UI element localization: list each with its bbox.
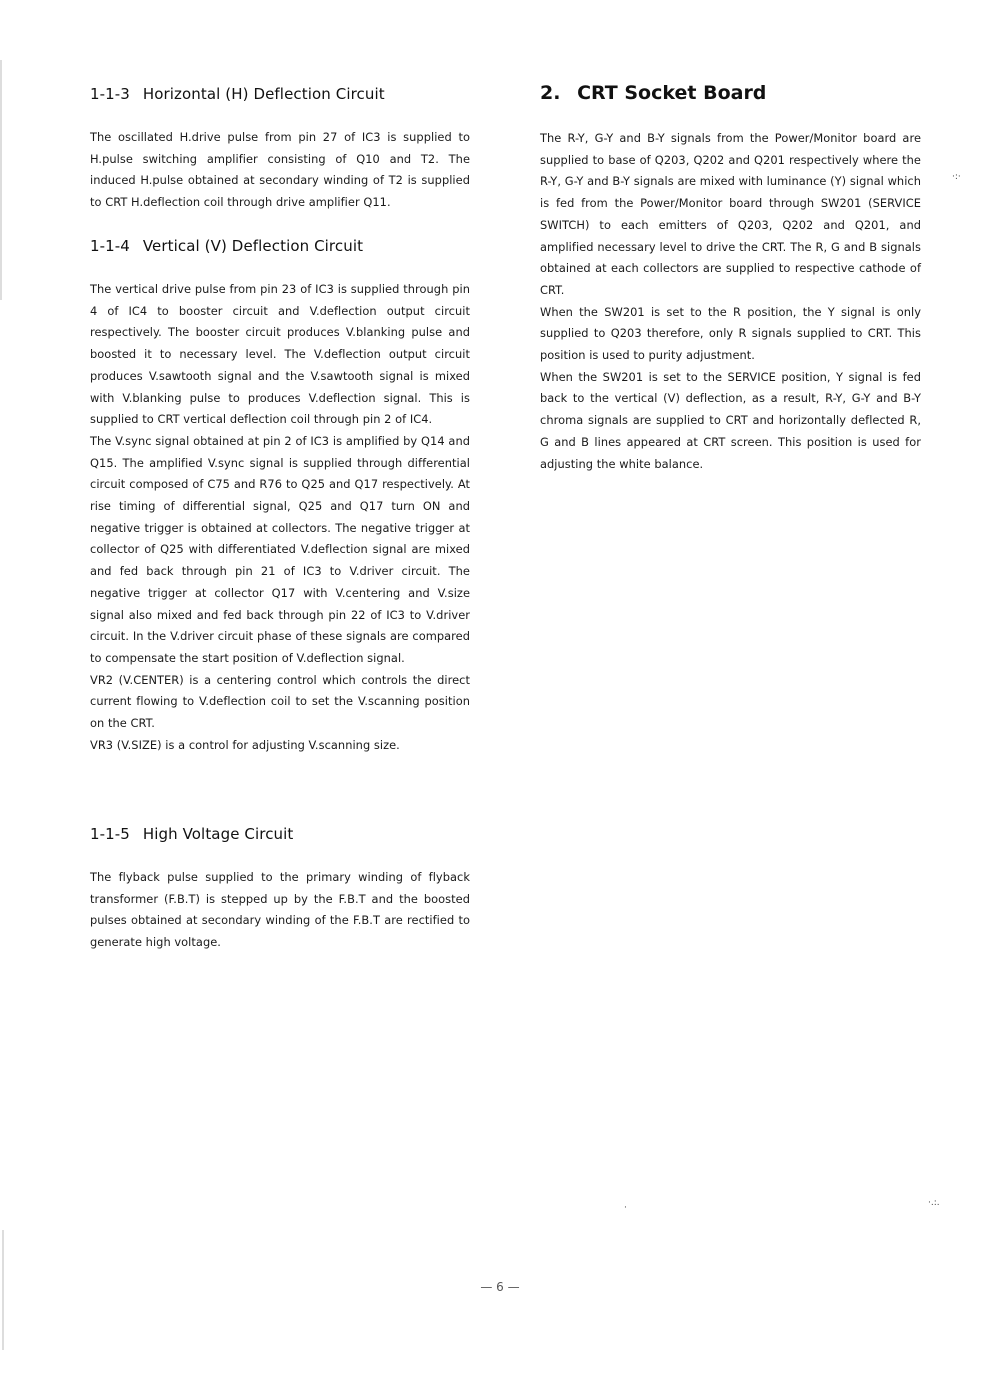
- paragraph: The vertical drive pulse from pin 23 of IC3 is supplied through pin 4 of IC4 to booster circuit and V.deflection output circuit respectively. The booster circuit produces V.blanking pulse and boosted it to necessary level. The V.deflection output circuit produces V.sawtooth signal and the V.sawtooth signal is mixed with V.blanking pulse to produces V.deflection signal. This is supplied to CRT vertical deflection coil through pin 2 of IC4.: [90, 282, 470, 427]
- paragraph: When the SW201 is set to the SERVICE position, Y signal is fed back to the vertical (V) deflection, as a result, R-Y, G-Y and B-Y chroma signals are supplied to CRT and horizontally deflected R, G and B lines appeared at CRT screen. This position is used for adjusting the white balance.: [540, 369, 921, 471]
- chapter-number: 2.: [540, 82, 561, 104]
- section-number: 1-1-5: [90, 825, 130, 843]
- section-heading: [90, 85, 470, 103]
- chapter-title: CRT Socket Board: [577, 82, 767, 104]
- scan-edge-mark: [2, 1230, 4, 1350]
- paragraph: The oscillated H.drive pulse from pin 27 of IC3 is supplied to H.pulse switching amplifier consisting of Q10 and T2. The induced H.pulse obtained at secondary winding of T2 is supplied to CRT H.deflection coil through drive amplifier Q11.: [90, 130, 470, 210]
- paragraph: The R-Y, G-Y and B-Y signals from the Power/Monitor board are supplied to base of Q203, Q202 and Q201 respectively where the R-Y, G-Y and B-Y signals are mixed with luminance (Y) signal which is fed from the Power/Monitor board through SW201 (SERVICE SWITCH) to each emitters of Q203, Q202 and Q201, and amplified necessary level to drive the CRT. The R, G and B signals obtained at each collectors are supplied to respective cathode of CRT.: [540, 131, 921, 297]
- section-1-1-5: [90, 825, 470, 954]
- chapter-heading: [540, 82, 921, 104]
- section-1-1-3: [90, 85, 470, 214]
- paragraph: When the SW201 is set to the R position, the Y signal is only supplied to Q203 therefore, only R signals supplied to CRT. This position is used to purity adjustment.: [540, 304, 921, 363]
- scan-speck: ·: [624, 1203, 627, 1213]
- paragraph: VR2 (V.CENTER) is a centering control which controls the direct current flowing to V.deflection coil to set the V.scanning position on the CRT.: [90, 672, 470, 731]
- scan-edge-mark: [0, 60, 2, 300]
- section-title: Vertical (V) Deflection Circuit: [142, 237, 364, 255]
- scan-speck: ·:·: [952, 172, 961, 182]
- section-1-1-4: [90, 237, 470, 756]
- paragraph: The flyback pulse supplied to the primary winding of flyback transformer (F.B.T) is stepped up by the F.B.T and the boosted pulses obtained at secondary winding of the F.B.T are rectified to generate high voltage.: [90, 870, 470, 950]
- scan-speck: ·.:.: [928, 1198, 940, 1208]
- paragraph: VR3 (V.SIZE) is a control for adjusting V.scanning size.: [90, 737, 400, 752]
- section-number: 1-1-4: [90, 237, 130, 255]
- paragraph: The V.sync signal obtained at pin 2 of IC3 is amplified by Q14 and Q15. The amplified V.sync signal is supplied through differential circuit composed of C75 and R76 to Q25 and Q17 respectively. At rise timing of differential signal, Q25 and Q17 turn ON and negative trigger is obtained at collectors. The negative trigger at collector of Q25 with differentiated V.deflection signal are mixed and fed back through pin 21 of IC3 to V.driver circuit. The negative trigger at collector Q17 with V.centering and V.size signal also mixed and fed back through pin 22 of IC3 to V.driver circuit. In the V.driver circuit phase of these signals are compared to compensate the start position of V.deflection signal.: [90, 433, 470, 665]
- section-title: High Voltage Circuit: [142, 825, 294, 843]
- page-number: — 6 —: [480, 1280, 520, 1294]
- section-heading: [90, 237, 470, 255]
- section-heading: [90, 825, 470, 843]
- section-title: Horizontal (H) Deflection Circuit: [142, 85, 385, 103]
- section-2: [540, 82, 921, 475]
- section-number: 1-1-3: [90, 85, 130, 103]
